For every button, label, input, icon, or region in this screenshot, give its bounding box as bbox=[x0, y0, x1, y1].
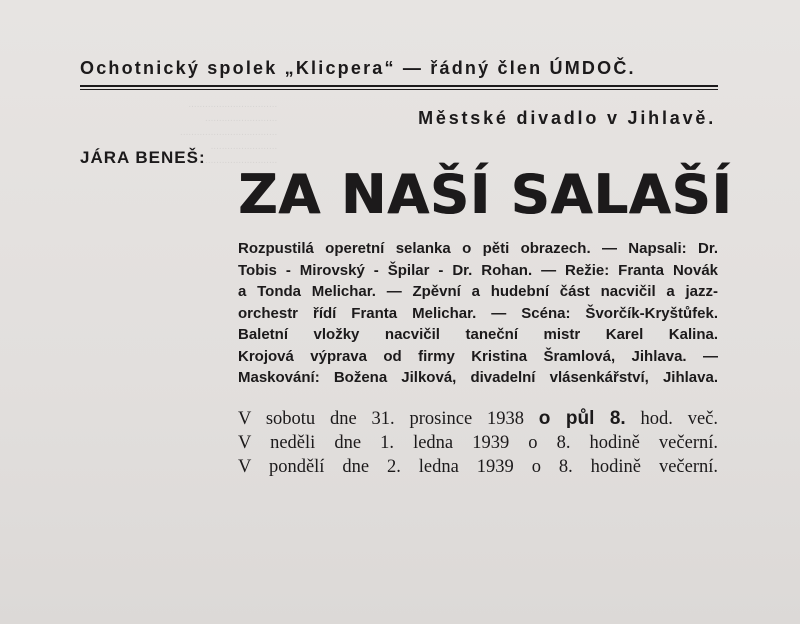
header-rule-thick bbox=[80, 85, 718, 87]
society-header: Ochotnický spolek „Klicpera“ — řádný člen ÚMDOČ. bbox=[80, 58, 636, 78]
description-line: Maskování: Božena Jilková, divadelní vlásenkářství, Jihlava. bbox=[238, 369, 718, 386]
venue-line: Městské divadlo v Jihlavě. bbox=[418, 108, 716, 128]
performance-line-3: V pondělí dne 2. ledna 1939 o 8. hodině večerní. bbox=[238, 457, 718, 477]
description-line: Rozpustilá operetní selanka o pěti obrazech. — Napsali: Dr. bbox=[238, 240, 718, 257]
description-line: orchestr řídí Franta Melichar. — Scéna: Švorčík-Kryštůfek. bbox=[238, 304, 718, 322]
author-name: JÁRA BENEŠ: bbox=[80, 148, 206, 167]
play-title: ZA NAŠÍ SALAŠÍ bbox=[238, 163, 733, 226]
performance-dates bbox=[238, 407, 718, 479]
description-line: Baletní vložky nacvičil taneční mistr Karel Kalina. bbox=[238, 326, 718, 343]
header-rule-thin bbox=[80, 89, 718, 90]
description-line: a Tonda Melichar. — Zpěvní a hudební část nacvičil a jazz- bbox=[238, 283, 718, 300]
description-line: Krojová výprava od firmy Kristina Šramlová, Jihlava. — bbox=[238, 347, 718, 365]
play-description bbox=[238, 238, 718, 389]
performance-time-emphasis: o půl 8. bbox=[538, 408, 626, 429]
bleed-through-column-1: ................................ .......................... ................................... ........................ .............................. bbox=[180, 99, 278, 166]
performance-line-1: V sobotu dne 31. prosince 1938 o půl 8. hod. več. bbox=[238, 408, 719, 429]
performance-line-2: V neděli dne 1. ledna 1939 o 8. hodině večerní. bbox=[238, 433, 718, 453]
description-line: Tobis - Mirovský - Špilar - Dr. Rohan. — Režie: Franta Novák bbox=[238, 261, 718, 279]
